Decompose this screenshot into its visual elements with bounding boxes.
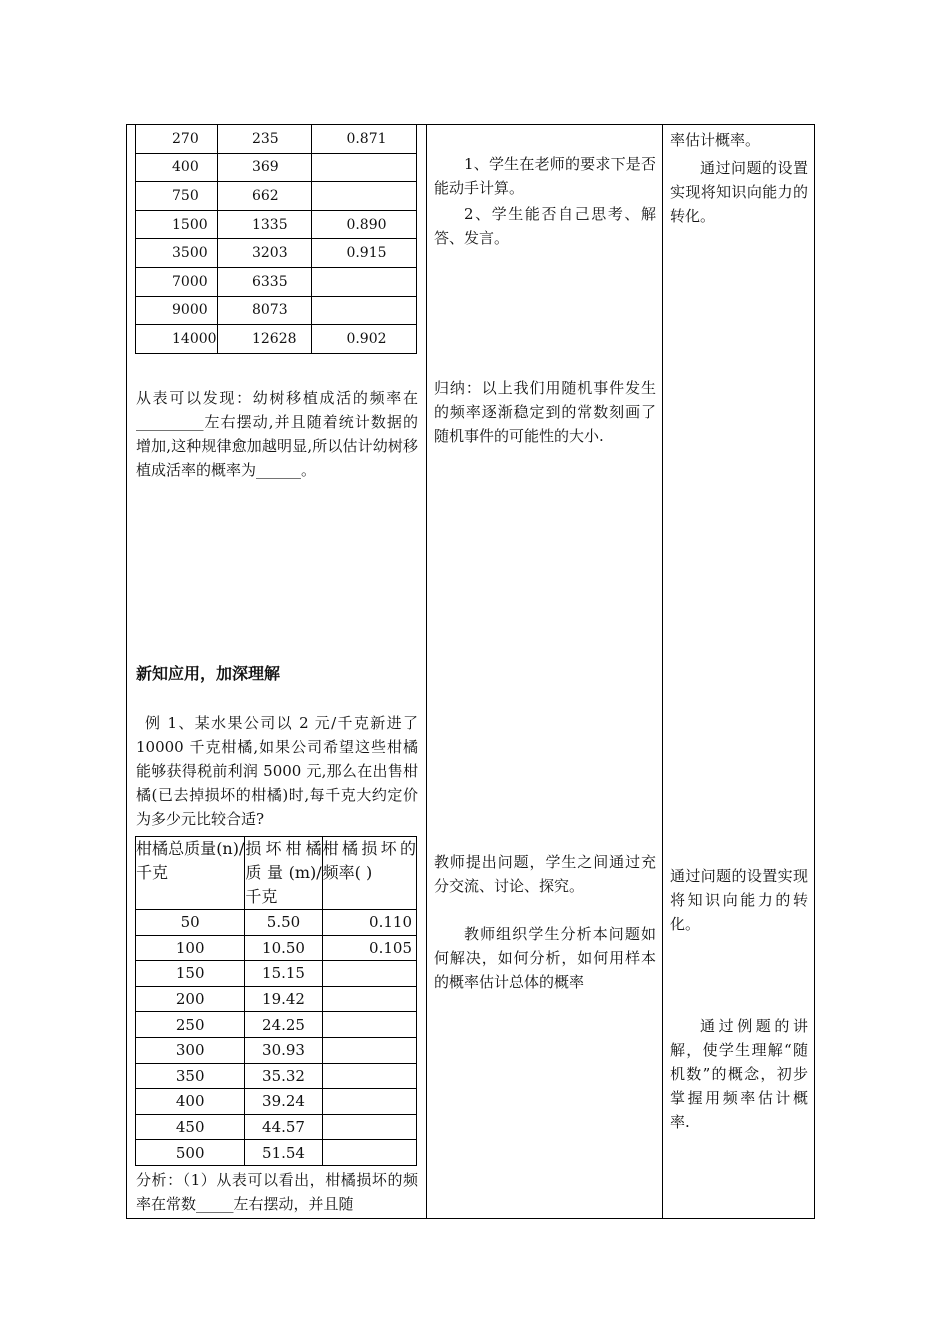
seedling-table-cell: 235 [217, 125, 311, 154]
orange-table-cell: 350 [136, 1063, 245, 1089]
seedling-table-cell: 12628 [217, 325, 311, 354]
orange-table-cell [322, 1114, 416, 1140]
orange-table-cell: 500 [136, 1140, 245, 1166]
seedling-table-cell: 0.902 [312, 325, 417, 354]
section-title: 新知应用，加深理解 [136, 664, 281, 683]
seedling-table-cell: 0.871 [312, 125, 417, 154]
seedling-table-cell: 1500 [136, 210, 218, 239]
seedling-table-cell: 750 [136, 182, 218, 211]
orange-table-cell: 0.110 [322, 910, 416, 936]
orange-table-cell: 400 [136, 1089, 245, 1115]
orange-table-cell: 100 [136, 935, 245, 961]
seedling-table-cell [312, 296, 417, 325]
seedling-table-row [136, 239, 417, 268]
seedling-table-row [136, 125, 417, 154]
orange-table-row [136, 1063, 417, 1089]
orange-table-row [136, 1114, 417, 1140]
finding-paragraph: 从表可以发现：幼树移植成活的频率在_________左右摆动,并且随着统计数据的增加,这种规律愈加越明显,所以估计幼树移植成活率的概率为______。 [136, 389, 418, 479]
seedling-table-cell: 9000 [136, 296, 218, 325]
orange-table-cell: 35.32 [245, 1063, 322, 1089]
orange-table-cell [322, 1089, 416, 1115]
orange-table-cell: 10.50 [245, 935, 322, 961]
analysis-paragraph: 分析：（1）从表可以看出，柑橘损坏的频率在常数_____左右摆动，并且随 [136, 1171, 418, 1213]
intent-note-2: 通过问题的设置实现将知识向能力的转化。 [670, 159, 808, 225]
seedling-table-cell: 3203 [217, 239, 311, 268]
orange-table-cell: 150 [136, 961, 245, 987]
seedling-table-row [136, 210, 417, 239]
student-note-2: 2、学生能否自己思考、解答、发言。 [434, 205, 656, 247]
seedling-table-row [136, 182, 417, 211]
seedling-table [135, 124, 417, 354]
intent-note-1: 率估计概率。 [670, 131, 761, 149]
orange-header-damaged: 损坏柑橘质量(m)/千克 [245, 837, 322, 910]
orange-table-cell: 300 [136, 1037, 245, 1063]
seedling-table-cell: 3500 [136, 239, 218, 268]
seedling-table-cell: 0.890 [312, 210, 417, 239]
seedling-table-cell [312, 182, 417, 211]
orange-table-row [136, 986, 417, 1012]
seedling-table-cell: 0.915 [312, 239, 417, 268]
example-1: 例 1、某水果公司以 2 元/千克新进了 10000 千克柑橘,如果公司希望这些柑橘能够获得税前利润 5000 元,那么在出售柑橘(已去掉损坏的柑橘)时,每千克大约定价为多少元比较合适? [136, 714, 418, 828]
seedling-table-cell: 400 [136, 153, 218, 182]
orange-table-cell: 0.105 [322, 935, 416, 961]
orange-table-row [136, 1089, 417, 1115]
teacher-question-note: 教师提出问题，学生之间通过充分交流、讨论、探究。 [434, 853, 656, 895]
orange-table-cell [322, 1012, 416, 1038]
seedling-table-cell: 6335 [217, 267, 311, 296]
orange-table-row [136, 935, 417, 961]
column-divider-2 [662, 124, 663, 1219]
orange-table-cell: 24.25 [245, 1012, 322, 1038]
orange-table-cell: 51.54 [245, 1140, 322, 1166]
orange-table-cell [322, 1037, 416, 1063]
seedling-table-cell: 662 [217, 182, 311, 211]
seedling-table-row [136, 325, 417, 354]
orange-table-cell: 200 [136, 986, 245, 1012]
orange-table-cell: 5.50 [245, 910, 322, 936]
orange-table-cell: 30.93 [245, 1037, 322, 1063]
orange-table-row [136, 961, 417, 987]
orange-table-cell: 50 [136, 910, 245, 936]
column-divider-1 [426, 124, 427, 1219]
orange-table-cell: 450 [136, 1114, 245, 1140]
intent-note-3: 通过问题的设置实现将知识向能力的转化。 [670, 867, 808, 933]
seedling-table-cell: 14000 [136, 325, 218, 354]
seedling-table-cell: 369 [217, 153, 311, 182]
seedling-table-cell [312, 267, 417, 296]
orange-header-frequency: 柑橘损坏的频率( ) [322, 837, 416, 910]
intent-note-4: 通过例题的讲解，使学生理解“随机数”的概念，初步掌握用频率估计概率. [670, 1017, 808, 1131]
orange-table-row [136, 1012, 417, 1038]
orange-table-row [136, 1037, 417, 1063]
orange-table-cell [322, 1140, 416, 1166]
orange-table-row [136, 910, 417, 936]
orange-table-cell: 44.57 [245, 1114, 322, 1140]
seedling-table-cell: 270 [136, 125, 218, 154]
seedling-table-row [136, 267, 417, 296]
teacher-analysis-note: 教师组织学生分析本问题如何解决，如何分析，如何用样本的概率估计总体的概率 [434, 925, 656, 991]
seedling-table-cell [312, 153, 417, 182]
orange-table-cell: 39.24 [245, 1089, 322, 1115]
seedling-table-row [136, 296, 417, 325]
seedling-table-cell: 7000 [136, 267, 218, 296]
orange-table-cell [322, 1063, 416, 1089]
summary-paragraph: 归纳：以上我们用随机事件发生的频率逐渐稳定到的常数刻画了随机事件的可能性的大小. [434, 379, 656, 445]
orange-table-cell: 15.15 [245, 961, 322, 987]
orange-table-cell: 19.42 [245, 986, 322, 1012]
student-note-1: 1、学生在老师的要求下是否能动手计算。 [434, 155, 656, 197]
seedling-table-row [136, 153, 417, 182]
orange-table [135, 836, 417, 1166]
seedling-table-cell: 1335 [217, 210, 311, 239]
orange-table-cell: 250 [136, 1012, 245, 1038]
orange-table-cell [322, 961, 416, 987]
orange-header-total: 柑橘总质量(n)/千克 [136, 837, 245, 910]
orange-table-row [136, 1140, 417, 1166]
seedling-table-cell: 8073 [217, 296, 311, 325]
orange-table-cell [322, 986, 416, 1012]
